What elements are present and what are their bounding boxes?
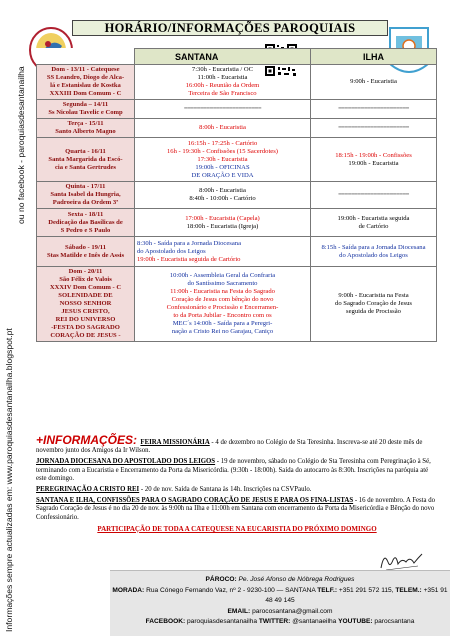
santana-cell [135,100,311,119]
santana-cell [135,65,311,100]
santana-line: 19:00h - Eucaristia seguida de Cartório [137,255,241,263]
santana-line: nação a Cristo Rei no Garajau, Caniço [171,328,274,335]
day-line: Quinta - 17/11 [65,183,106,190]
day-line: Ss Nicolau Tavelic e Comp [48,109,123,116]
info-feira-text: - 4 de dezembro no Colégio de Sta Teresinha. Inscreva-se até 20 deste mês de novembro junto dos Amigos da Ir Wilson. [36,439,423,455]
santana-line: MEC´s 14:00h - Saída para a Peregri- [172,320,273,327]
table-row [37,267,437,342]
day-line: lá e Estanislau de Kostka [50,82,121,89]
day-line: Dedicação das Basílicas de [48,218,123,226]
day-line: Dom - 20/11 [68,268,103,275]
info-feira-title: FEIRA MISSIONÁRIA [140,439,210,446]
ilha-line: ====================== [338,191,409,198]
day-line: cia e Santa Gertrudes [55,163,116,171]
day-line: Terça - 15/11 [67,120,104,127]
ilha-cell [311,119,437,138]
info-jornada-title: JORNADA DIOCESANA DO APOSTOLADO DOS LEIGOS [36,458,216,466]
day-line: CORAÇÃO DE JESUS - [50,332,121,339]
footer-paroco: PÁROCO: Pe. José Afonso de Nóbrega Rodrigues [205,576,355,583]
day-line: JESUS CRISTO, [61,308,110,315]
santana-line: to da Porta Jubilar - Encontro com os [173,312,272,319]
schedule-table [36,48,437,342]
info-peregrinacao [36,486,438,494]
santana-line: 17:00h - Eucaristia (Capela) [185,214,260,222]
ilha-line: 9:00h - Eucaristia na Festa [338,292,409,299]
info-section [36,433,438,536]
day-line: São Félix de Valois [59,276,112,283]
footer-social[interactable]: FACEBOOK: paroquiasdesantanailha TWITTER: @santanaeilha YOUTUBE: parocsantana [145,618,415,625]
day-line: Santa Margarida da Escó- [48,155,123,163]
santana-line: 8:00h - Eucaristia [199,124,246,131]
ilha-line: ====================== [338,124,409,131]
ilha-cell [311,182,437,209]
day-line: Dom - 13/11 - Catequese [51,66,120,73]
day-line: SOLENIDADE DE [58,292,113,299]
day-cell [37,119,135,138]
table-row [37,209,437,237]
ilha-line: 8:15h - Saída para a Jornada Diocesana [321,243,426,251]
info-jornada [36,458,438,483]
santana-line: 8:40h - 10:00h - Cartório [189,195,256,202]
day-cell [37,267,135,342]
info-feira [36,433,438,455]
table-row [37,119,437,138]
table-header-ilha: ILHA [311,49,437,65]
santana-line: 8:00h - Eucaristia [199,187,246,194]
day-line: Sábado - 19/11 [64,243,107,251]
santana-cell [135,267,311,342]
ilha-line: de Cartório [358,222,389,230]
santana-line: Coração de Jesus com bênção do novo [171,296,274,303]
day-line: Sexta - 18/11 [67,210,104,218]
day-cell [37,138,135,182]
santana-line: ======================== [183,105,262,112]
day-line: Padroeira da Ordem 3ª [52,199,119,206]
page-title: HORÁRIO/INFORMAÇÕES PAROQUIAIS [72,20,388,36]
santana-line: 7:30h - Eucaristia / OC [191,66,254,73]
santana-line: 16:15h - 17:25h - Cartório [187,139,258,147]
santana-line: 16:00h - Reunião da Ordem [185,82,260,89]
day-line: Santa Isabel da Hungria, [50,191,121,198]
day-line: Santo Alberto Magno [55,128,116,135]
santana-line: 18:00h - Eucaristia (Igreja) [186,222,259,230]
santana-line: 17:30h - Eucaristia [197,155,248,163]
day-cell [37,65,135,100]
ilha-cell [311,65,437,100]
sidebar-blog-text: Informações sempre actualizadas em: www.paroquiasdesantanailha.blogspot.pt [4,328,14,632]
info-confissoes-title: SANTANA E ILHA, CONFISSÕES PARA O SAGRADO CORAÇÃO DE JESUS E PARA OS FINA-LISTAS [36,497,354,505]
info-peregrinacao-text: - 20 de nov. Saída de Santana às 14h. Inscrições na CSVPaulo. [139,486,312,494]
ilha-cell [311,209,437,237]
day-line: Segunda – 14/11 [62,101,109,108]
col-santana-label: SANTANA [175,51,219,62]
ilha-line: do Sagrado Coração de Jesus [335,300,412,307]
info-confissoes-text: - 16 de novembro. A Festa do Sagrado Coração de Jesus é no dia 20 de nov. às 9:00h na Ilha e 11:00h em Santana com encerramento da Porta da Misericórdia e Bênção do novo Confessionário. [36,497,436,521]
table-row [37,182,437,209]
day-line: -FESTA DO SAGRADO [51,324,120,331]
day-cell [37,237,135,267]
info-peregrinacao-title: PEREGRINAÇÃO A CRISTO REI [36,486,140,494]
day-line: Quarta - 16/11 [65,147,106,155]
santana-cell [135,138,311,182]
table-header-row [37,49,437,65]
santana-line: 11:00h - Eucaristia [197,74,248,81]
table-row [37,65,437,100]
ilha-line: ====================== [338,105,409,112]
santana-cell [135,119,311,138]
santana-line: 11:00h - Eucaristia na Festa do Sagrado [170,288,275,295]
info-confissoes [36,497,438,522]
ilha-line: seguida de Procissão [346,308,401,315]
day-line: XXXIII Dom Comum - C [49,90,122,97]
santana-line: 8:30h - Saída para a Jornada Diocesana [137,239,241,247]
santana-cell [135,237,311,267]
ilha-line: 18:15h - 19:00h - Confissões [335,151,412,159]
santana-line: Terceira de São Francisco [188,90,257,97]
day-line: S Pedro e S Paulo [60,226,111,234]
day-cell [37,100,135,119]
santana-line: 16h - 19:30h - Confissões (15 Sacerdotes) [167,147,278,155]
ilha-cell [311,267,437,342]
info-cta: PARTICIPAÇÃO DE TODA A CATEQUESE NA EUCARISTIA DO PRÓXIMO DOMINGO [97,524,377,533]
table-header-santana [135,49,311,65]
day-cell [37,209,135,237]
ilha-cell [311,100,437,119]
sidebar [2,0,36,640]
info-heading: +INFORMAÇÕES: [36,433,138,447]
table-row [37,100,437,119]
ilha-line: 19:00h - Eucaristia seguida [337,214,410,222]
ilha-cell [311,138,437,182]
table-row [37,237,437,267]
santana-line: do Apostolado dos Leigos [137,247,206,255]
day-line: XXXIV Dom Comum - C [49,284,122,291]
santana-cell [135,209,311,237]
footer [110,570,450,636]
santana-cell [135,182,311,209]
table-header-day [37,49,135,65]
santana-line: 19:00h - OFICINAS [195,163,250,171]
footer-morada: MORADA: Rua Cónego Fernando Vaz, nº 2 - 9230-100 — SANTANA TELF.: +351 291 572 115, TELEM.: +351 91 48 49 145 [112,586,448,604]
santana-line: 10:00h - Assembleia Geral da Confraria [169,272,276,279]
sidebar-facebook-text: ou no facebook - paroquiasdesantanailha [16,66,26,224]
table-row [37,138,437,182]
day-line: SS Leandro, Diogo de Alca- [46,74,125,81]
footer-email[interactable]: EMAIL: parocosantana@gmail.com [227,607,333,615]
ilha-line: do Apostolado dos Leigos [339,251,408,259]
day-line: REI DO UNIVERSO [55,316,116,323]
day-line: NOSSO SENHOR [59,300,112,307]
ilha-cell [311,237,437,267]
santana-line: do Santíssimo Sacramento [187,280,258,287]
santana-line: DE ORAÇÃO E VIDA [191,171,254,179]
ilha-line: 19:00h - Eucaristia [348,159,399,167]
info-jornada-text: - 19 de novembro, sábado no Colégio de Sta Teresinha com Peregrinação à Sé, terminando com a Eucaristia e Encerramento da Porta da Misericórdia. (9:30h - 18:00h). Saída do autocarro às 8:30h. Inscrições na paróquia até este domingo. [36,458,431,482]
ilha-line: 9:00h - Eucaristia [350,78,397,85]
day-line: Stas Matilde e Inês de Assis [46,251,125,259]
santana-line: Confessionário e Procissão e Encerramen- [166,304,279,311]
day-cell [37,182,135,209]
